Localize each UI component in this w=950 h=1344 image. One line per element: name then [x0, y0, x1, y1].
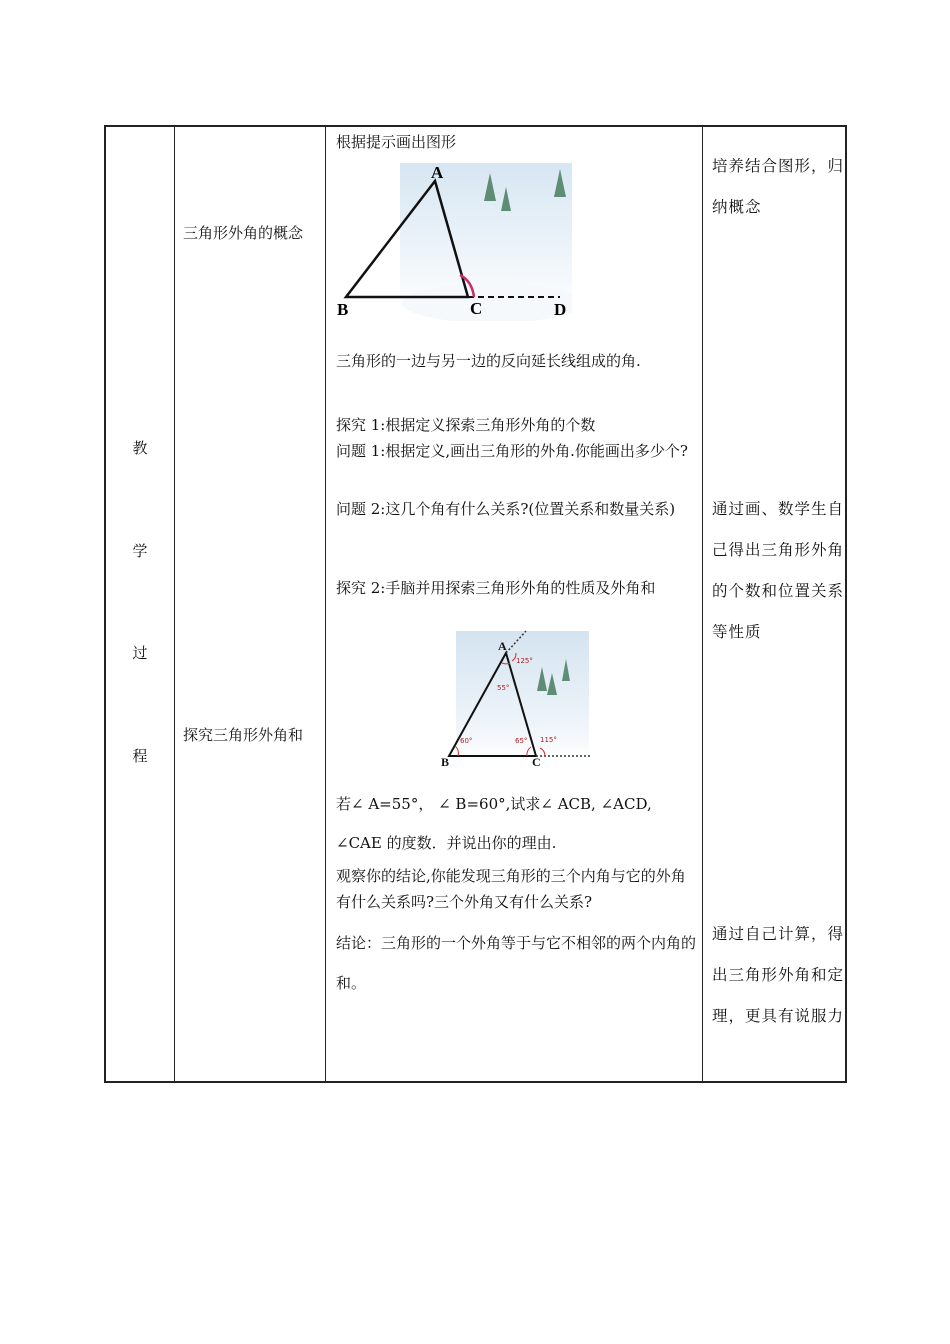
problem-line-2: ∠CAE 的度数．并说出你的理由.: [336, 834, 557, 852]
design-note: 通过自己计算，得出三角形外角和定理，更具有说服力: [712, 925, 845, 1025]
stage-char: 过: [132, 644, 148, 662]
stage-char: 学: [132, 542, 148, 560]
vertex-label-a: A: [498, 639, 507, 653]
design-note: 培养结合图形，归纳概念: [712, 157, 845, 216]
column-divider: [702, 127, 703, 1081]
design-note: 通过画、数学生自己得出三角形外角的个数和位置关系等性质: [712, 500, 845, 641]
topic-label: 探究三角形外角和: [183, 726, 304, 744]
vertex-label-c: C: [470, 299, 483, 318]
angle-label: 60°: [460, 737, 473, 745]
angle-label: 55°: [497, 684, 510, 692]
vertex-label-b: B: [441, 755, 450, 767]
vertex-label-c: C: [532, 755, 541, 767]
vertex-label-d: D: [554, 300, 567, 319]
stage-char: 教: [132, 439, 148, 457]
question-2: 问题 2:这几个角有什么关系?(位置关系和数量关系): [336, 500, 676, 518]
explore-2: 探究 2:手脑并用探索三角形外角的性质及外角和: [336, 579, 656, 597]
definition-text: 三角形的一边与另一边的反向延长线组成的角.: [336, 352, 641, 370]
column-divider: [174, 127, 175, 1081]
observe-text: 观察你的结论,你能发现三角形的三个内角与它的外角有什么关系吗?三个外角又有什么关系?: [336, 867, 686, 911]
conclusion-text: 结论：三角形的一个外角等于与它不相邻的两个内角的和。: [336, 934, 697, 992]
topic-label: 三角形外角的概念: [183, 224, 304, 242]
angle-label: 115°: [540, 736, 557, 744]
lesson-table: [104, 125, 847, 1083]
question-1: 问题 1:根据定义,画出三角形的外角.你能画出多少个?: [336, 442, 688, 460]
vertex-label-b: B: [337, 300, 349, 319]
triangle-figure-2: [436, 629, 592, 767]
explore-1: 探究 1:根据定义探索三角形外角的个数: [336, 416, 596, 434]
triangle-figure-1: [332, 163, 572, 321]
problem-line-1: 若∠ A=55°， ∠ B=60°,试求∠ ACB, ∠ACD,: [336, 795, 652, 813]
column-divider: [325, 127, 326, 1081]
draw-prompt: 根据提示画出图形: [336, 133, 457, 151]
stage-char: 程: [132, 747, 148, 765]
angle-label: 65°: [515, 737, 528, 745]
angle-label: 125°: [516, 657, 533, 665]
vertex-label-a: A: [431, 163, 444, 182]
